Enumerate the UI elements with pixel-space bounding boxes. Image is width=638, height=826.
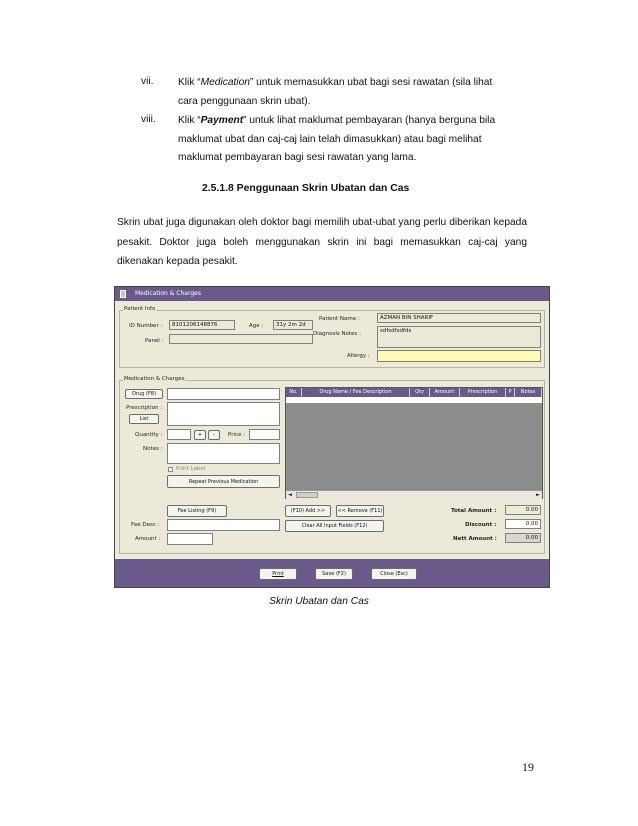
print-label-checkbox[interactable] [168, 467, 173, 472]
grid-column-header[interactable]: Notes [515, 388, 542, 397]
prescription-field[interactable] [167, 402, 280, 426]
quantity-plus-button[interactable]: + [194, 430, 206, 440]
total-amount-field[interactable]: 0.00 [505, 505, 541, 515]
scroll-left-icon[interactable]: ◄ [288, 492, 292, 498]
notes-label: Notes : [143, 446, 163, 452]
quantity-field[interactable] [167, 429, 191, 440]
grid-empty-row[interactable] [286, 397, 542, 403]
list-number-viii: viii. [141, 114, 156, 125]
list-button[interactable]: List [129, 414, 159, 424]
quantity-label: Quantity : [135, 432, 163, 438]
drug-button[interactable]: Drug (F8) [125, 389, 163, 399]
notes-field[interactable] [167, 443, 280, 464]
print-button[interactable]: Print [259, 568, 297, 580]
fee-desc-label: Fee Desc : [131, 522, 160, 528]
grid-column-header[interactable]: No. [286, 388, 302, 397]
panel-field[interactable] [169, 334, 313, 344]
allergy-field[interactable] [377, 350, 541, 362]
list-item-vii-line1 [178, 75, 533, 91]
print-label-text: Print Label [176, 466, 206, 472]
drug-field[interactable] [167, 388, 280, 400]
total-amount-label: Total Amount : [451, 508, 497, 514]
fee-desc-field[interactable] [167, 519, 280, 531]
grid-column-header[interactable]: Drug Name / Fee Description [302, 388, 410, 397]
discount-label: Discount : [465, 522, 497, 528]
figure-caption: Skrin Ubatan dan Cas [269, 596, 369, 607]
list-item-emphasis: Payment [200, 115, 244, 126]
list-number-vii: vii. [141, 76, 154, 87]
grid-column-header[interactable]: Qty [410, 388, 430, 397]
list-item-viii-line1 [178, 113, 538, 129]
nett-amount-label: Nett Amount : [453, 536, 497, 542]
scrollbar-thumb[interactable] [296, 492, 318, 498]
panel-label: Panel : [145, 338, 164, 344]
medication-grid[interactable] [285, 387, 543, 499]
section-heading: 2.5.1.8 Penggunaan Skrin Ubatan dan Cas [202, 183, 410, 194]
window-title: Medication & Charges [135, 290, 201, 297]
nett-amount-field[interactable]: 0.00 [505, 533, 541, 543]
patient-info-label: Patient Info [124, 306, 156, 312]
amount-label: Amount : [135, 536, 161, 542]
window-titlebar [115, 287, 549, 301]
add-button[interactable]: (F10) Add >> [285, 505, 331, 517]
repeat-previous-medication-button[interactable]: Repeat Previous Medication [167, 475, 280, 488]
price-field[interactable] [249, 429, 280, 440]
remove-button[interactable]: << Remove (F11) [336, 505, 384, 517]
patient-name-label: Patient Name : [319, 316, 360, 322]
quantity-minus-button[interactable]: - [208, 430, 220, 440]
list-item-text: Klik “ [178, 77, 201, 88]
grid-column-header[interactable]: Prescription [460, 388, 506, 397]
price-label: Price : [228, 432, 246, 438]
list-item-text: ” untuk lihat maklumat pembayaran (hanya berguna bila [243, 115, 496, 126]
grid-horizontal-scrollbar[interactable] [286, 490, 542, 499]
list-item-text: ” untuk memasukkan ubat bagi sesi rawatan (sila lihat [249, 77, 493, 88]
discount-field[interactable]: 0.00 [505, 519, 541, 529]
list-item-text: Klik “ [178, 115, 201, 126]
allergy-label: Allergy : [347, 353, 370, 359]
save-button[interactable]: Save (F2) [315, 568, 353, 580]
age-field[interactable]: 31y 2m 2d [273, 320, 313, 330]
list-item-viii-line3: maklumat pembayaran bagi sesi rawatan yang lama. [178, 152, 417, 163]
window-footer-bar [115, 559, 549, 587]
scroll-right-icon[interactable]: ► [536, 492, 540, 498]
diagnosis-notes-field[interactable]: sdfsdfsdfds [377, 326, 541, 348]
list-item-viii-line2: maklumat ubat dan caj-caj lain telah dimasukkan) atau bagi melihat [178, 134, 482, 145]
patient-name-field[interactable]: AZMAN BIN SHARIF [377, 313, 541, 323]
diagnosis-notes-label: Diagnosis Notes : [313, 331, 361, 337]
fee-listing-button[interactable]: Fee Listing (F9) [167, 505, 227, 517]
medication-group-label: Medication & Charges [124, 376, 185, 382]
age-label: Age : [249, 323, 264, 329]
body-paragraph: Skrin ubat juga digunakan oleh doktor bagi memilih ubat-ubat yang perlu diberikan kepada pesakit. Doktor juga boleh menggunakan skrin ini bagi memasukkan caj-caj yang dikenakan kepada pesakit. [117, 217, 527, 267]
id-number-label: ID Number : [129, 323, 163, 329]
medication-charges-window [114, 286, 550, 588]
close-button[interactable]: Close (Esc) [371, 568, 417, 580]
amount-field[interactable] [167, 533, 213, 545]
list-item-emphasis: Medication [200, 77, 250, 88]
clear-all-input-fields-button[interactable]: Clear All Input Fields (F12) [285, 520, 384, 532]
grid-column-header[interactable]: P [506, 388, 515, 397]
list-item-vii-line2: cara penggunaan skrin ubat). [178, 96, 311, 107]
prescription-label: Prescription : [126, 405, 163, 411]
page-number: 19 [522, 760, 534, 774]
id-number-field[interactable]: 8101206148876 [169, 320, 235, 330]
grid-column-header[interactable]: Amount [430, 388, 460, 397]
app-icon [120, 290, 126, 298]
